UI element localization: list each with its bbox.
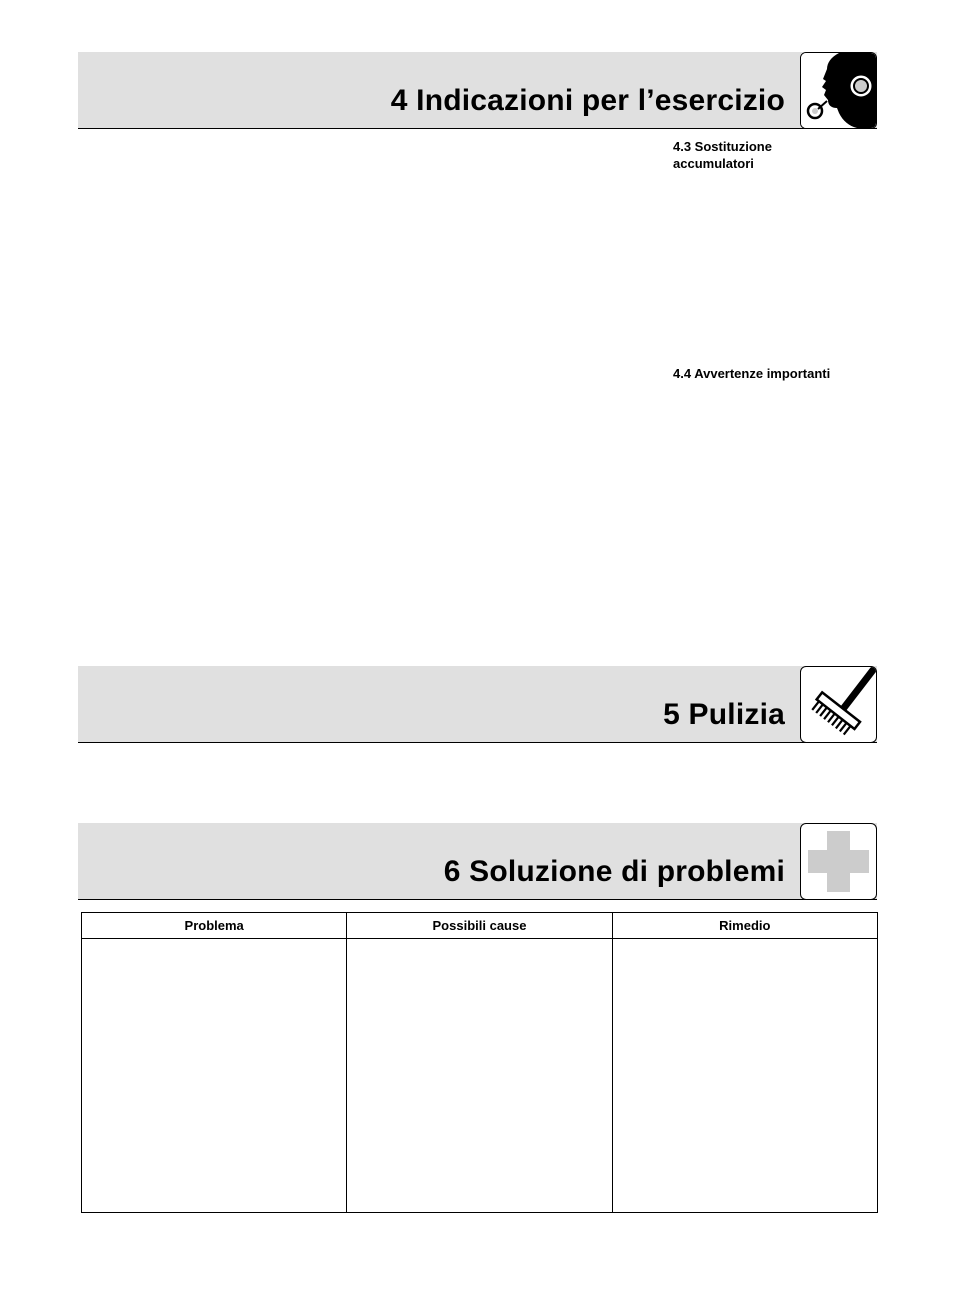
- subsection-4-4-heading: 4.4 Avvertenze importanti: [673, 366, 831, 381]
- section-4-title: 4 Indicazioni per l’esercizio: [390, 84, 785, 117]
- column-header-problema: Problema: [82, 913, 347, 939]
- table-cell: [347, 939, 612, 1213]
- subsection-4-3-heading: 4.3 Sostituzione accumulatori: [673, 139, 772, 171]
- first-aid-cross-icon: [800, 823, 877, 900]
- column-header-possibili-cause: Possibili cause: [347, 913, 612, 939]
- column-header-rimedio: Rimedio: [612, 913, 877, 939]
- section-6-banner: [78, 823, 877, 900]
- table-cell: [82, 939, 347, 1213]
- section-5-title: 5 Pulizia: [663, 698, 785, 731]
- table-cell: [612, 939, 877, 1213]
- headphones-listener-icon: [800, 52, 877, 129]
- troubleshooting-table: [81, 912, 878, 1213]
- table-header-row: [82, 913, 878, 939]
- section-4-banner: [78, 52, 877, 129]
- section-6-title: 6 Soluzione di problemi: [443, 855, 785, 888]
- cleaning-brush-icon: [800, 666, 877, 743]
- section-5-banner: [78, 666, 877, 743]
- table-row: [82, 939, 878, 1213]
